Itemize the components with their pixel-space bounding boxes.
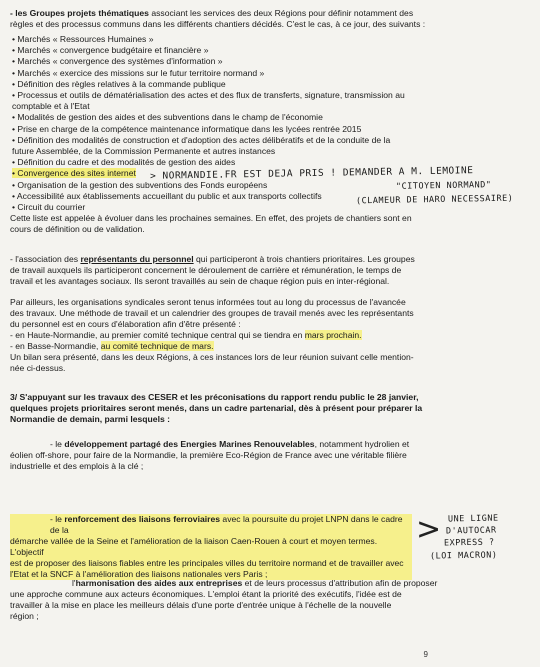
convergence-highlight: • Convergence des sites internet: [12, 168, 136, 179]
rail-line: est de proposer des liaisons fiables entre les principales villes du territoire normand et de travailler avec: [10, 558, 412, 569]
aids-bold: harmonisation des aides aux entreprises: [75, 578, 243, 588]
reps-bold: représentants du personnel: [80, 254, 194, 264]
unions-line: née ci-dessus.: [10, 363, 66, 373]
rail-lead: - le: [50, 514, 65, 524]
intro-text: associant les services des deux Régions pour définir notamment des: [148, 8, 414, 18]
list-item: comptable et à l'Etat: [12, 101, 90, 112]
section-3-line: Normandie de demain, parmi lesquels :: [10, 414, 170, 424]
emr-lead: - le: [50, 439, 65, 449]
list-item: • Définition des modalités de construction et d'adoption des actes délibératifs et de la conduite de la: [12, 134, 391, 145]
list-item: • Accessibilité aux établissements accueillant du public et aux transports collectifs: [12, 190, 322, 201]
committee-highlight: au comité technique de mars.: [100, 341, 214, 351]
handwritten-note-bus: EXPRESS ?: [443, 537, 495, 549]
reps-line: travail et les avantages sociaux. Ils seront travaillés au sein de chaque région puis en inter-régional.: [10, 276, 390, 286]
list-item: • Modalités de gestion des aides et des subventions dans le champ de l'économie: [12, 112, 323, 123]
handwritten-note-citizen: "CITOYEN NORMAND": [395, 180, 492, 192]
aids-paragraph: [10, 578, 530, 622]
list-item: • Marchés « Ressources Humaines »: [12, 34, 154, 44]
list-end-line: Cette liste est appelée à évoluer dans les prochaines semaines. En effet, des projets de chantiers sont en: [10, 213, 412, 223]
list-item: • Organisation de la gestion des subventions des Fonds européens: [12, 179, 268, 190]
aids-line: région ;: [10, 611, 39, 621]
reps-rest: qui participeront à trois chantiers prioritaires. Les groupes: [193, 254, 415, 264]
section-3-heading: [10, 392, 530, 425]
section-3-line: 3/ S'appuyant sur les travaux des CESER et les préconisations du rapport rendu public le 28 janvier,: [10, 392, 419, 402]
rail-rest: avec la poursuite du projet LNPN dans le cadre de la: [50, 514, 403, 535]
list-end-paragraph: [10, 213, 530, 235]
reps-lead: - l'association des: [10, 254, 81, 264]
handwritten-note-bus: UNE LIGNE: [447, 513, 499, 525]
aids-line: travailler à la mise en place les meilleurs délais d'une porte d'entrée unique à l'échelle de la nouvelle: [10, 600, 392, 610]
page-number: 9: [423, 650, 428, 659]
emr-line: industrielle et des emplois à la clé ;: [10, 461, 144, 471]
aids-lead: l': [72, 578, 76, 588]
unions-line: du personnel est en cours d'élaboration afin d'être présenté :: [10, 319, 241, 329]
emr-line: éolien off-shore, pour faire de la Normandie, la première Eco-Région de France avec une véritable filière: [10, 450, 407, 460]
list-item: • Marchés « convergence budgétaire et financière »: [12, 45, 209, 56]
unions-paragraph: [10, 297, 530, 374]
list-item: • Marchés « convergence des systèmes d'information »: [12, 56, 223, 67]
handwritten-brace: >: [416, 512, 442, 547]
personnel-paragraph: [10, 254, 530, 287]
list-item: • Définition des règles relatives à la commande publique: [12, 78, 226, 89]
intro-text-2: règles et des processus communs dans les différents chantiers décidés. C'est le cas, à ce jour, des suivants :: [10, 19, 426, 29]
rail-paragraph: [10, 514, 412, 580]
list-item: • Circuit du courrier: [12, 202, 86, 213]
handwritten-note-bus: D'AUTOCAR: [445, 525, 497, 537]
handwritten-note-clameur: (CLAMEUR DE HARO NECESSAIRE): [355, 193, 514, 207]
march-highlight: mars prochain.: [304, 330, 362, 340]
unions-line: des travaux. Une méthode de travail et un calendrier des groupes de travail menés avec les représentants: [10, 308, 414, 318]
unions-line: - en Basse-Normandie,: [10, 341, 101, 351]
list-item: • Prise en charge de la compétence maintenance informatique dans les lycées rentrée 2015: [12, 123, 362, 134]
aids-line: une approche commune aux acteurs économiques. L'emploi étant la priorité des exécutifs, l'idée est de: [10, 589, 402, 599]
emr-bold: développement partagé des Energies Marines Renouvelables: [64, 439, 315, 449]
aids-rest: et de leurs processus d'attribution afin de proposer: [242, 578, 438, 588]
rail-line: l'Etat et la SNCF à l'amélioration des liaisons nationales vers Paris ;: [10, 569, 412, 580]
intro-paragraph: [10, 8, 530, 30]
reps-line: de travail auxquels ils participeront concernent le déroulement de carrière et rémunération, le temps de: [10, 265, 402, 275]
list-item: • Processus et outils de dématérialisation des actes et des flux de transferts, signature, transmission au: [12, 90, 405, 101]
emr-paragraph: [10, 439, 530, 472]
list-item: future Assemblée, de la Commission Permanente et autres instances: [12, 146, 276, 157]
unions-line: Par ailleurs, les organisations syndicales seront tenus informées tout au long du processus de l'avancée: [10, 297, 406, 307]
rail-bold: renforcement des liaisons ferroviaires: [64, 514, 221, 524]
list-item: • Marchés « exercice des missions sur le futur territoire normand »: [12, 67, 265, 78]
handwritten-note-macron: (LOI MACRON): [429, 550, 498, 562]
emr-rest: , notamment hydrolien et: [314, 439, 410, 449]
unions-line: Un bilan sera présenté, dans les deux Régions, à ces instances lors de leur réunion suivant celle mention-: [10, 352, 414, 362]
unions-line: - en Haute-Normandie, au premier comité technique central qui se tiendra en: [10, 330, 305, 340]
list-end-line: cours de définition ou de validation.: [10, 224, 145, 234]
rail-line: démarche vallée de la Seine et l'amélioration de la liaison Caen-Rouen à court et moyen termes. L'objectif: [10, 536, 412, 558]
handwritten-note-domain: > NORMANDIE.FR EST DEJA PRIS ! DEMANDER A M. LEMOINE: [149, 165, 474, 182]
section-3-line: quelques projets prioritaires seront menés, dans un cadre partenarial, dès à présent pour préparer la: [10, 403, 423, 413]
list-item: • Définition du cadre et des modalités de gestion des aides: [12, 157, 236, 168]
intro-lead: - les Groupes projets thématiques: [10, 8, 149, 18]
